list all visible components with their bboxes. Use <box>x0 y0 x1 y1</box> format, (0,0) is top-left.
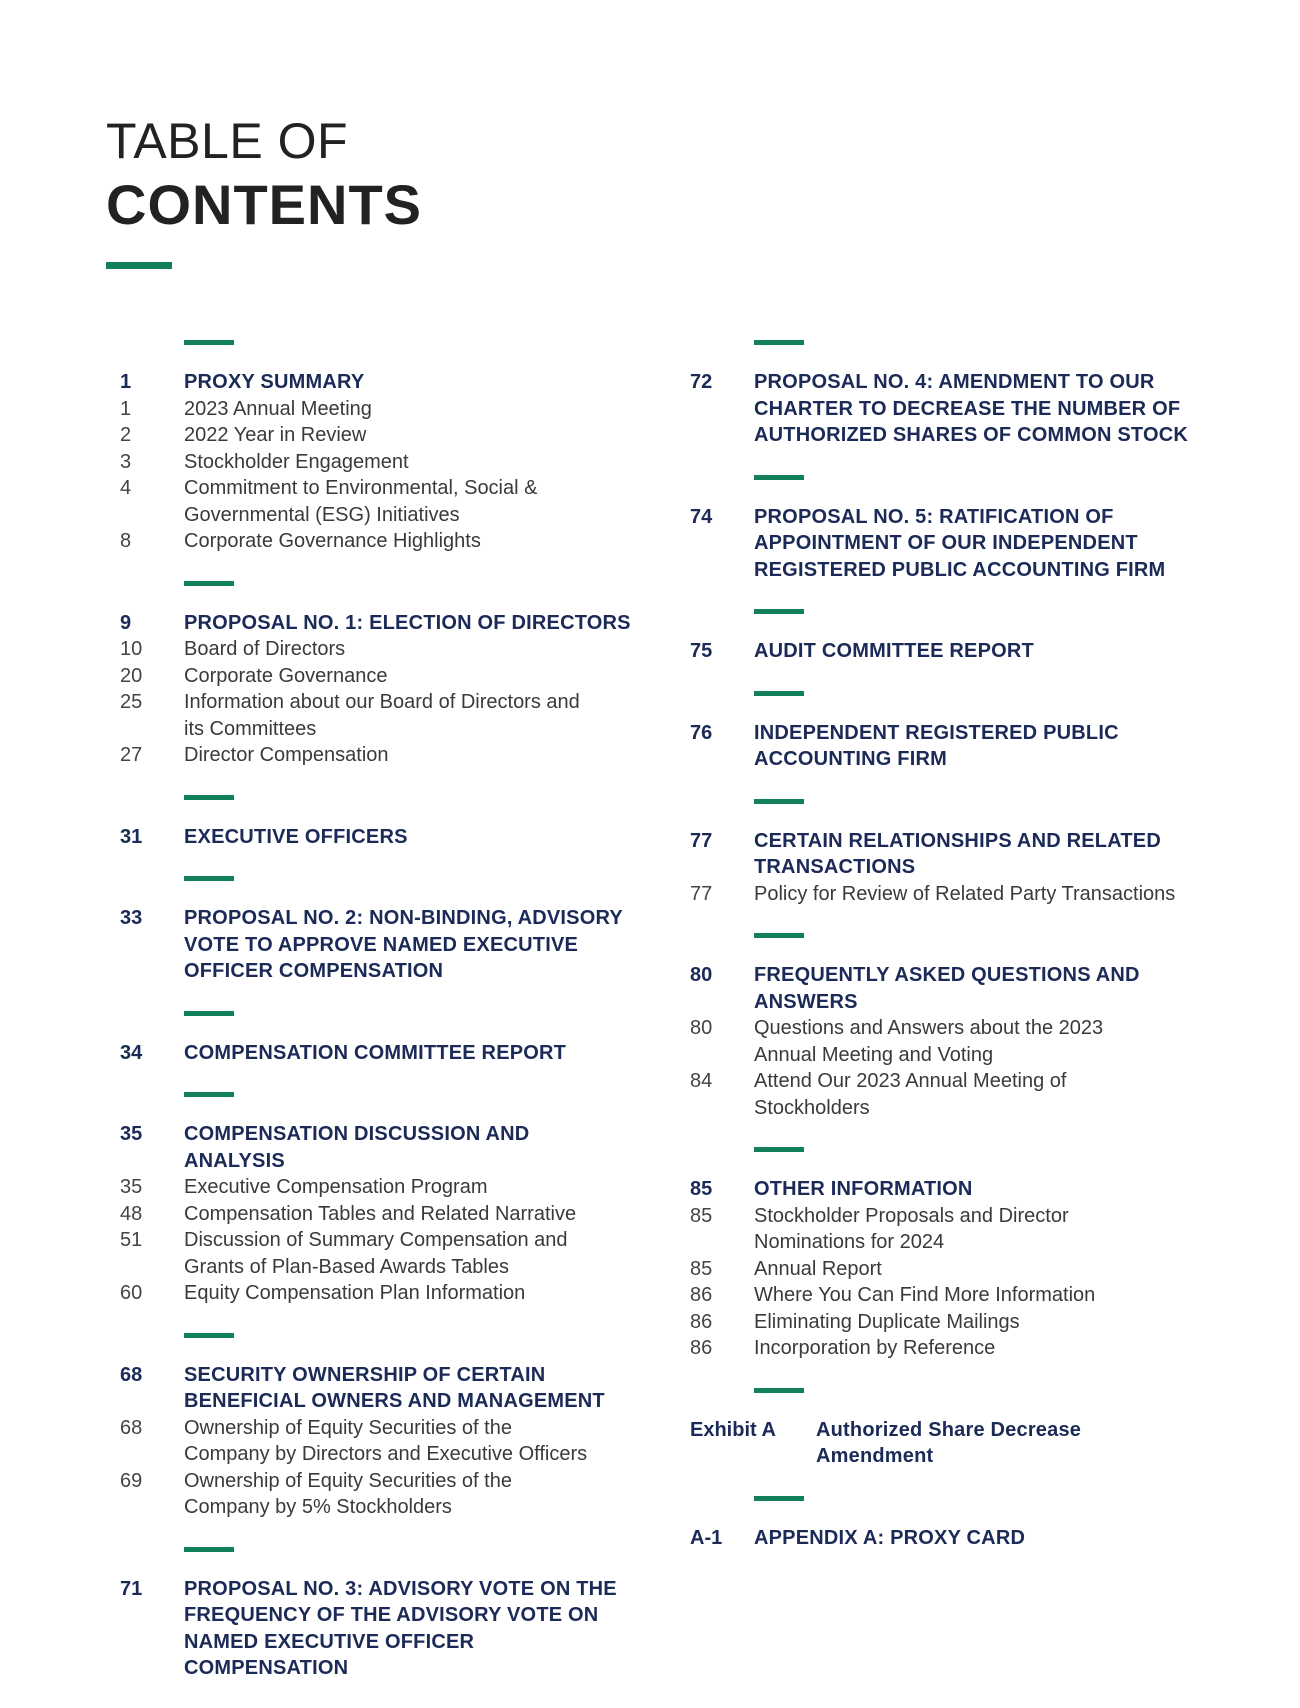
sub-page-number: 27 <box>120 744 143 766</box>
section-accent-rule <box>754 475 804 480</box>
heading-page-number: 33 <box>120 907 143 929</box>
sub-page-number: 60 <box>120 1282 143 1304</box>
sub-page-number: 2 <box>120 424 132 446</box>
toc-sub-entry[interactable] <box>120 396 640 423</box>
sub-page-number: 1 <box>120 397 132 420</box>
toc-section <box>690 609 1210 665</box>
sub-page-number: 20 <box>120 664 143 687</box>
toc-heading-entry[interactable] <box>690 828 1210 881</box>
section-accent-rule <box>184 876 234 881</box>
toc-heading-entry[interactable] <box>120 1576 640 1682</box>
toc-sub-entry[interactable] <box>690 1335 1210 1362</box>
heading-page-number: 76 <box>690 721 713 744</box>
toc-section <box>120 876 640 985</box>
toc-section <box>690 475 1210 584</box>
sub-page-number: 77 <box>690 882 713 905</box>
sub-page-number: 84 <box>690 1070 713 1092</box>
toc-heading-entry[interactable] <box>120 905 640 985</box>
section-accent-rule <box>184 1011 234 1016</box>
heading-title[interactable]: PROPOSAL NO. 2: NON-BINDING, ADVISORY VOTE TO APPROVE NAMED EXECUTIVE OFFICER COMPENSATION <box>184 907 623 982</box>
sub-title[interactable]: Where You Can Find More Information <box>754 1284 1096 1306</box>
heading-title[interactable]: EXECUTIVE OFFICERS <box>184 825 408 848</box>
sub-title[interactable]: Executive Compensation Program <box>184 1176 488 1198</box>
toc-section <box>120 795 640 851</box>
heading-title[interactable]: PROPOSAL NO. 5: RATIFICATION OF APPOINTMENT OF OUR INDEPENDENT REGISTERED PUBLIC ACCOUNTING FIRM <box>754 505 1166 581</box>
toc-sub-entry[interactable] <box>120 636 640 663</box>
toc-sub-entry[interactable] <box>120 663 640 690</box>
title-line-1: TABLE OF <box>106 113 349 169</box>
section-accent-rule <box>754 1496 804 1501</box>
sub-title[interactable]: Corporate Governance <box>184 664 388 687</box>
sub-page-number: 25 <box>120 691 143 713</box>
sub-page-number: 8 <box>120 530 132 552</box>
sub-title[interactable]: Stockholder Proposals and Director Nominations for 2024 <box>754 1204 1069 1253</box>
toc-section <box>690 799 1210 908</box>
sub-title[interactable]: Attend Our 2023 Annual Meeting of Stockholders <box>754 1070 1067 1119</box>
sub-title[interactable]: Questions and Answers about the 2023 Annual Meeting and Voting <box>754 1017 1104 1066</box>
toc-sub-entry[interactable] <box>120 1468 640 1521</box>
heading-page-number: 85 <box>690 1178 713 1200</box>
toc-sub-entry[interactable] <box>120 422 640 449</box>
toc-section <box>690 691 1210 773</box>
toc-heading-entry[interactable] <box>690 1417 1210 1470</box>
toc-sub-entry[interactable] <box>120 1280 640 1307</box>
heading-title[interactable]: FREQUENTLY ASKED QUESTIONS AND ANSWERS <box>754 964 1140 1013</box>
toc-heading-entry[interactable] <box>690 369 1210 449</box>
toc-sub-entry[interactable] <box>690 1256 1210 1283</box>
heading-title[interactable]: APPENDIX A: PROXY CARD <box>754 1526 1026 1549</box>
toc-right-column <box>690 340 1210 1577</box>
sub-title[interactable]: Information about our Board of Directors and its Committees <box>184 691 580 740</box>
section-accent-rule <box>754 799 804 804</box>
toc-heading-entry[interactable] <box>120 824 640 851</box>
toc-sub-entry[interactable] <box>120 1201 640 1228</box>
sub-title[interactable]: Board of Directors <box>184 638 346 660</box>
toc-section <box>120 581 640 769</box>
toc-section <box>120 1011 640 1067</box>
toc-sub-entry[interactable] <box>120 449 640 476</box>
toc-sub-entry[interactable] <box>690 1015 1210 1068</box>
heading-title[interactable]: CERTAIN RELATIONSHIPS AND RELATED TRANSACTIONS <box>754 829 1161 878</box>
sub-page-number: 86 <box>690 1310 713 1333</box>
sub-page-number: 86 <box>690 1284 713 1306</box>
toc-heading-entry[interactable] <box>120 1121 640 1174</box>
section-accent-rule <box>754 1147 804 1152</box>
toc-heading-entry[interactable] <box>690 1525 1210 1552</box>
sub-page-number: 48 <box>120 1202 143 1225</box>
section-accent-rule <box>184 1547 234 1552</box>
sub-page-number: 68 <box>120 1416 143 1439</box>
heading-title[interactable]: PROPOSAL NO. 1: ELECTION OF DIRECTORS <box>184 611 631 634</box>
sub-page-number: 86 <box>690 1337 713 1359</box>
section-accent-rule <box>754 340 804 345</box>
heading-page-number: 9 <box>120 611 132 634</box>
heading-page-number: 75 <box>690 640 713 662</box>
toc-sub-entry[interactable] <box>120 1415 640 1468</box>
toc-heading-entry[interactable] <box>690 962 1210 1015</box>
sub-page-number: 10 <box>120 638 143 660</box>
sub-title[interactable]: Eliminating Duplicate Mailings <box>754 1310 1020 1333</box>
heading-page-number: 35 <box>120 1123 143 1145</box>
heading-page-number: 77 <box>690 829 713 852</box>
heading-page-number: 72 <box>690 371 713 393</box>
toc-sub-entry[interactable] <box>120 475 640 528</box>
heading-page-number: 1 <box>120 371 132 393</box>
toc-sub-entry[interactable] <box>120 689 640 742</box>
sub-title[interactable]: Corporate Governance Highlights <box>184 530 481 552</box>
heading-title[interactable]: PROPOSAL NO. 4: AMENDMENT TO OUR CHARTER TO DECREASE THE NUMBER OF AUTHORIZED SHARES OF COMMON STOCK <box>754 371 1189 446</box>
sub-page-number: 85 <box>690 1204 713 1227</box>
section-accent-rule <box>754 609 804 614</box>
section-accent-rule <box>184 1333 234 1338</box>
toc-heading-entry[interactable] <box>120 1362 640 1415</box>
toc-heading-entry[interactable] <box>120 369 640 396</box>
toc-heading-entry[interactable] <box>690 1176 1210 1203</box>
section-accent-rule <box>184 795 234 800</box>
sub-title[interactable]: 2023 Annual Meeting <box>184 397 372 420</box>
sub-title[interactable]: Ownership of Equity Securities of the Company by 5% Stockholders <box>184 1469 512 1518</box>
title-line-2: CONTENTS <box>106 173 422 236</box>
sub-title[interactable]: Compensation Tables and Related Narrative <box>184 1202 577 1225</box>
heading-title[interactable]: AUDIT COMMITTEE REPORT <box>754 640 1034 662</box>
heading-page-number: 80 <box>690 964 713 986</box>
heading-page-number: A-1 <box>690 1526 723 1549</box>
heading-title[interactable]: SECURITY OWNERSHIP OF CERTAIN BENEFICIAL OWNERS AND MANAGEMENT <box>184 1363 605 1412</box>
sub-page-number: 51 <box>120 1229 143 1251</box>
sub-page-number: 69 <box>120 1469 143 1492</box>
toc-section <box>690 1388 1210 1470</box>
sub-title[interactable]: Equity Compensation Plan Information <box>184 1282 526 1304</box>
sub-title[interactable]: Director Compensation <box>184 744 389 766</box>
toc-sub-entry[interactable] <box>690 1282 1210 1309</box>
toc-section <box>690 1496 1210 1552</box>
toc-section <box>120 1092 640 1307</box>
sub-page-number: 85 <box>690 1257 713 1280</box>
sub-title[interactable]: Stockholder Engagement <box>184 450 409 473</box>
section-accent-rule <box>184 581 234 586</box>
sub-title[interactable]: Annual Report <box>754 1257 882 1280</box>
heading-title[interactable]: COMPENSATION COMMITTEE REPORT <box>184 1041 567 1064</box>
section-accent-rule <box>754 1388 804 1393</box>
sub-page-number: 4 <box>120 477 132 499</box>
heading-page-number: 34 <box>120 1041 143 1064</box>
title-accent-rule <box>106 262 172 269</box>
toc-section <box>690 340 1210 449</box>
heading-title[interactable]: PROXY SUMMARY <box>184 371 365 393</box>
toc-sub-entry[interactable] <box>120 1174 640 1201</box>
sub-title[interactable]: Incorporation by Reference <box>754 1337 996 1359</box>
sub-title[interactable]: Discussion of Summary Compensation and Grants of Plan-Based Awards Tables <box>184 1229 568 1278</box>
toc-sub-entry[interactable] <box>690 1068 1210 1121</box>
sub-page-number: 3 <box>120 450 132 473</box>
sub-title[interactable]: Policy for Review of Related Party Transactions <box>754 882 1176 905</box>
heading-page-number: 74 <box>690 505 713 528</box>
heading-title[interactable]: Authorized Share Decrease Amendment <box>816 1418 1082 1467</box>
heading-title[interactable]: PROPOSAL NO. 3: ADVISORY VOTE ON THE FREQUENCY OF THE ADVISORY VOTE ON NAMED EXECUTIVE OFFICER COMPENSATION <box>184 1577 617 1679</box>
toc-section <box>690 933 1210 1121</box>
toc-section <box>120 340 640 555</box>
toc-heading-entry[interactable] <box>690 504 1210 584</box>
toc-section <box>120 1333 640 1521</box>
sub-page-number: 35 <box>120 1176 143 1198</box>
sub-title[interactable]: 2022 Year in Review <box>184 424 367 446</box>
toc-heading-entry[interactable] <box>690 638 1210 665</box>
heading-page-number: Exhibit A <box>690 1418 776 1441</box>
heading-page-number: 68 <box>120 1363 143 1386</box>
toc-sub-entry[interactable] <box>690 1203 1210 1256</box>
heading-page-number: 31 <box>120 825 143 848</box>
heading-title[interactable]: OTHER INFORMATION <box>754 1178 973 1200</box>
toc-heading-entry[interactable] <box>690 720 1210 773</box>
heading-title[interactable]: INDEPENDENT REGISTERED PUBLIC ACCOUNTING FIRM <box>754 721 1119 770</box>
sub-page-number: 80 <box>690 1017 713 1039</box>
toc-left-column <box>120 340 640 1708</box>
sub-title[interactable]: Commitment to Environmental, Social & Governmental (ESG) Initiatives <box>184 477 538 526</box>
sub-title[interactable]: Ownership of Equity Securities of the Company by Directors and Executive Officers <box>184 1416 588 1465</box>
toc-sub-entry[interactable] <box>690 881 1210 908</box>
section-accent-rule <box>754 691 804 696</box>
section-accent-rule <box>754 933 804 938</box>
toc-heading-entry[interactable] <box>120 1040 640 1067</box>
toc-sub-entry[interactable] <box>120 528 640 555</box>
toc-section <box>690 1147 1210 1362</box>
toc-sub-entry[interactable] <box>120 742 640 769</box>
section-accent-rule <box>184 1092 234 1097</box>
toc-sub-entry[interactable] <box>120 1227 640 1280</box>
section-accent-rule <box>184 340 234 345</box>
heading-page-number: 71 <box>120 1577 143 1600</box>
page-title <box>106 110 422 238</box>
toc-sub-entry[interactable] <box>690 1309 1210 1336</box>
toc-section <box>120 1547 640 1682</box>
heading-title[interactable]: COMPENSATION DISCUSSION AND ANALYSIS <box>184 1123 530 1172</box>
toc-heading-entry[interactable] <box>120 610 640 637</box>
